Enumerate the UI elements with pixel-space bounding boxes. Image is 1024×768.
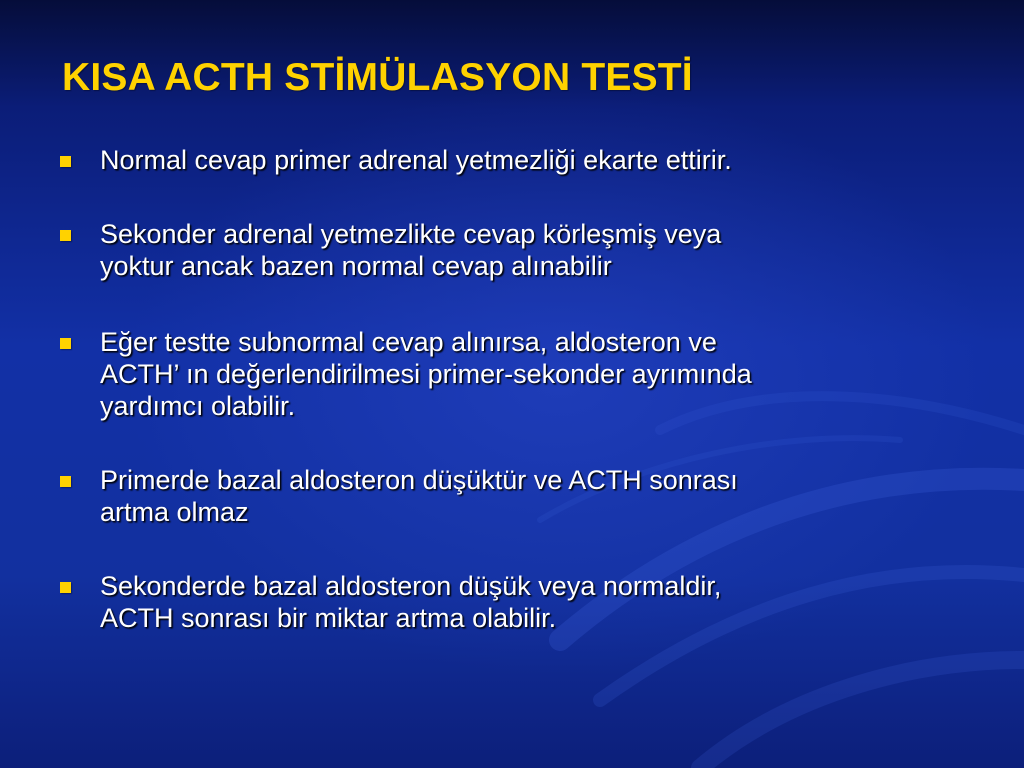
bullet-item-3: [60, 326, 960, 422]
bullet-item-2: [60, 218, 960, 282]
bullet-item-1: [60, 144, 960, 176]
bullet-text: Normal cevap primer adrenal yetmezliği ekarte ettirir.: [100, 145, 732, 175]
square-bullet-icon: [60, 230, 71, 241]
bullet-item-4: [60, 464, 960, 528]
slide-title: KISA ACTH STİMÜLASYON TESTİ: [62, 56, 693, 99]
bullet-item-5: [60, 570, 960, 634]
square-bullet-icon: [60, 476, 71, 487]
bullet-text: Primerde bazal aldosteron düşüktür ve ACTH sonrası artma olmaz: [100, 465, 738, 527]
bullet-text: Sekonderde bazal aldosteron düşük veya normaldir, ACTH sonrası bir miktar artma olabilir.: [100, 571, 722, 633]
bullet-text: Eğer testte subnormal cevap alınırsa, aldosteron ve ACTH’ ın değerlendirilmesi primer-sekonder ayrımında yardımcı olabilir.: [100, 327, 752, 421]
square-bullet-icon: [60, 582, 71, 593]
bullet-list: [60, 144, 960, 634]
bullet-text: Sekonder adrenal yetmezlikte cevap körleşmiş veya yoktur ancak bazen normal cevap alınabilir: [100, 219, 722, 281]
square-bullet-icon: [60, 338, 71, 349]
square-bullet-icon: [60, 156, 71, 167]
